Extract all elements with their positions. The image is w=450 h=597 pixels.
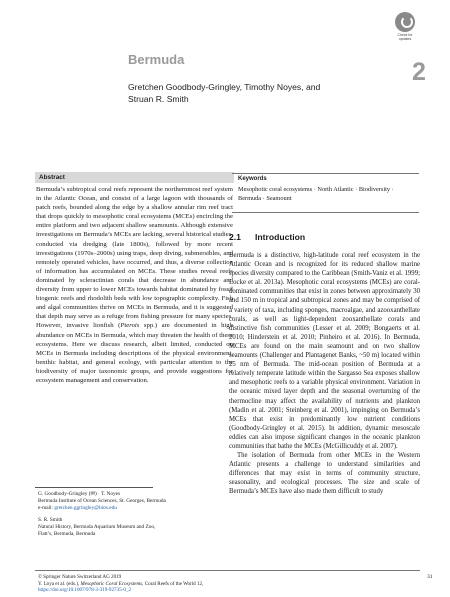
chapter-title: Bermuda — [128, 52, 185, 67]
page-number: 31 — [427, 574, 433, 580]
book-title: Mesophotic Coral Ecosystems — [80, 580, 143, 587]
abstract-heading: Abstract — [35, 172, 234, 183]
crossmark-label: Check for updates — [397, 33, 413, 41]
chapter-number: 2 — [412, 58, 426, 86]
affiliation-1-institution: Bermuda Institute of Ocean Sciences, St. Georges, Bermuda — [38, 498, 166, 505]
citation-prefix: Y. Loya et al. (eds.), — [38, 580, 81, 587]
section-heading — [229, 232, 305, 242]
affiliation-2-institution: Natural History, Bermuda Aquarium Museum and Zoo, — [38, 524, 156, 531]
crossmark-badge[interactable] — [391, 12, 419, 41]
doi-link[interactable]: https://doi.org/10.1007/978-3-319-92735-0_2 — [38, 587, 132, 594]
affiliation-2-location: Flatt’s, Bermuda, Bermuda — [38, 531, 96, 538]
abstract-text — [35, 185, 234, 385]
section-paragraph-2: The isolation of Bermuda from other MCEs in the Western Atlantic presents a challenge to understand similarities and differences that may exist in terms of community structure, seasonality, and ecological processes. The size and scale of Bermuda’s MCEs have also made them difficult to study — [229, 452, 420, 496]
abstract-box — [35, 172, 234, 385]
footer-rule — [35, 570, 420, 571]
keywords-heading: Keywords — [238, 176, 267, 182]
abstract-text-part2: spp.) are documented in high abundance on MCEs in Bermuda, which may threaten the health of these ecosystems. Here we discuss research, albeit limited, conducted on MCEs in Bermuda including descriptions of the physical environment, benthic habitat, and general ecology, with particular attention to the biodiversity of major taxonomic groups, and provide suggestions for ecosystem management and conservation. — [36, 322, 233, 384]
keywords-bottom-rule — [232, 212, 419, 213]
copyright-line: © Springer Nature Switzerland AG 2019 — [38, 574, 122, 580]
abstract-italic-term: Pterois — [120, 322, 140, 330]
email-label: e-mail: — [38, 505, 55, 512]
affiliation-1 — [38, 491, 234, 513]
affiliation-1-email-row — [38, 505, 234, 512]
chapter-authors: Gretchen Goodbody-Gringley, Timothy Noyes, and Struan R. Smith — [128, 82, 321, 104]
keywords-top-rule — [232, 173, 419, 174]
email-link[interactable]: gretchen.ggringley@bios.edu — [54, 505, 117, 512]
affiliation-1-authors: G. Goodbody-Gringley (✉) · T. Noyes — [38, 491, 121, 497]
abstract-text-part1: Bermuda’s subtropical coral reefs represent the northernmost reef system in the Atlantic Ocean, and consist of a large lagoon with thousands of patch reefs, bounded along the edge by a shallow annular rim reef tract that drops quickly to mesophotic coral ecosystems (MCEs) encircling the entire platform and two adjacent shallow seamounts. Although extensive investigations on Bermuda’s MCEs are lacking, several historical studies, conducted via dredging (late 1800s), followed by more recent investigations (1970s–2000s) using traps, deep diving, submersibles, and remotely operated vehicles, have occurred, and thus, a diverse collection of information has accumulated on MCEs. These studies reveal reefs dominated by scleractinian corals that decrease in abundance and diversity from upper to lower MCEs towards habitat dominated by fossil biogenic reefs and rhodolith beds with low topographic complexity. Fish and algal communities thrive on MCEs in Bermuda, and it is suggested that depth may serve as a refuge from fishing pressure for many species. However, invasive lionfish ( — [36, 186, 233, 330]
crossmark-icon — [395, 12, 415, 32]
section-paragraph-1: Bermuda is a distinctive, high-latitude coral reef ecosystem in the Atlantic Ocean and is recognized for its reduced shallow marine species diversity compared to the Caribbean (Smith-Vaniz et al. 1999; Locke et al. 2013a). Mesophotic coral ecosystems (MCEs) are coral-dominated communities that exist in zones between approximately 30 and 150 m in tropical and subtropical zones and may be comprised of a variety of taxa, including sponges, macroalgae, and azooxanthellate corals, as well as light-dependent zooxanthellate corals and distinctive fish communities (Lesser et al. 2009; Bongaerts et al. 2010; Hinderstein et al. 2010; Pinheiro et al. 2016). In Bermuda, MCEs are found on the main seamount and on two shallow seamounts (Challenger and Plantagenet Banks, ~50 m) located within 25 nm of Bermuda. The mid-ocean position of Bermuda at a relatively temperate latitude within the Sargasso Sea exposes shallow and mesophotic reefs to a variable physical environment. Variation in the oceanic mixed layer depth and the seasonal overturning of the thermocline may affect the availability of nutrients and plankton (Madin et al. 2001; Steinberg et al. 2001), impinging on Bermuda’s MCEs that exist in predominantly low nutrient conditions (Goodbody-Gringley et al. 2015). In addition, dynamic mesoscale eddies can also impose significant changes in the oceanic plankton communities that bathe the MCEs (McGillicuddy et al. 2007). — [229, 252, 420, 450]
section-title: Introduction — [255, 232, 306, 242]
citation-line — [38, 581, 358, 588]
section-number: 2.1 — [229, 232, 241, 242]
keywords-list: Mesophotic coral ecosystems · North Atlantic · Biodiversity · Bermuda · Seamount — [238, 186, 394, 202]
affiliation-2 — [38, 517, 234, 539]
section-body — [229, 251, 420, 497]
citation-suffix: , Coral Reefs of the World 12, — [142, 580, 204, 587]
affiliation-2-author: S. R. Smith — [38, 517, 63, 523]
affiliation-rule — [35, 487, 153, 488]
footer-citation — [38, 574, 358, 594]
